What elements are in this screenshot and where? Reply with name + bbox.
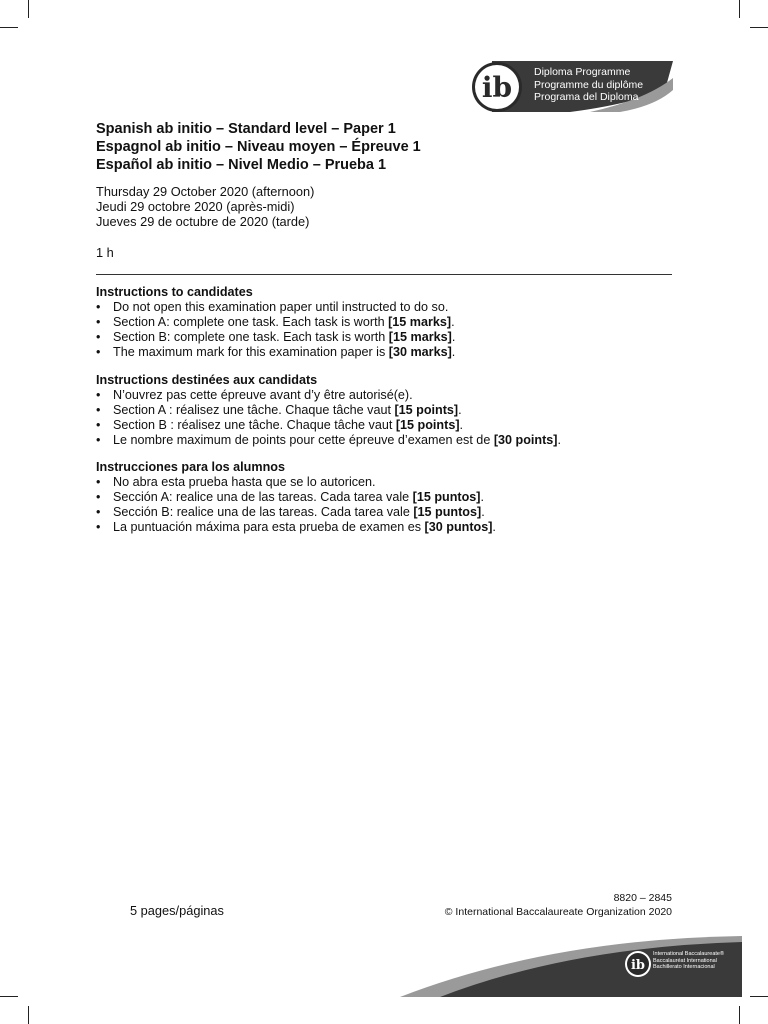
crop-mark — [739, 1006, 740, 1024]
instruction-punctuation: . — [557, 433, 561, 447]
page-count: 5 pages/páginas — [130, 903, 224, 918]
instruction-text: Sección A: realice una de las tareas. Cada tarea vale — [113, 490, 413, 504]
instruction-punctuation: . — [451, 345, 456, 359]
logo-line: Programa del Diploma — [534, 91, 639, 103]
instruction-item — [96, 388, 672, 403]
marks-value: [30 marks] — [388, 345, 452, 359]
marks-value: [15 marks] — [388, 330, 452, 344]
bullet-icon: • — [96, 475, 101, 489]
instructions-list — [96, 475, 672, 535]
logo-line: Programme du diplôme — [534, 78, 644, 91]
bullet-icon: • — [96, 330, 101, 344]
crop-mark — [739, 0, 740, 18]
ib-diploma-logo — [470, 60, 673, 113]
instruction-item — [96, 433, 672, 448]
instruction-punctuation: . — [481, 505, 485, 519]
instructions-heading: Instructions destinées aux candidats — [96, 373, 318, 387]
marks-value: [15 marks] — [388, 315, 452, 329]
instructions-list — [96, 300, 672, 360]
bullet-icon: • — [96, 418, 101, 432]
ib-mark: ib — [481, 71, 513, 104]
instruction-item — [96, 490, 672, 505]
instruction-punctuation: . — [458, 403, 462, 417]
bullet-icon: • — [96, 388, 101, 402]
footer-logo-line: International Baccalaureate® — [653, 951, 725, 957]
bullet-icon: • — [96, 345, 101, 359]
instruction-text: No abra esta prueba hasta que se lo autoricen. — [113, 475, 376, 489]
crop-mark — [0, 996, 18, 997]
instructions-spanish — [96, 460, 672, 535]
bullet-icon: • — [96, 315, 101, 329]
instruction-item — [96, 315, 672, 330]
crop-mark — [28, 1006, 29, 1024]
instruction-text: The maximum mark for this examination paper is — [113, 345, 389, 359]
instruction-text: Sección B: realice una de las tareas. Cada tarea vale — [113, 505, 414, 519]
instruction-text: Section A: complete one task. Each task is worth — [113, 315, 389, 329]
exam-dates — [96, 184, 314, 229]
crop-mark — [28, 0, 29, 18]
marks-value: [15 points] — [394, 403, 459, 417]
instructions-heading: Instrucciones para los alumnos — [96, 460, 285, 474]
instruction-item — [96, 520, 672, 535]
title-spanish: Español ab initio – Nivel Medio – Prueba 1 — [96, 157, 387, 173]
bullet-icon: • — [96, 520, 101, 534]
divider — [96, 274, 672, 275]
ib-footer-logo — [400, 933, 742, 999]
instruction-text: Le nombre maximum de points pour cette épreuve d’examen est de — [113, 433, 494, 447]
instruction-item — [96, 345, 672, 360]
copyright-notice: © International Baccalaureate Organization 2020 — [444, 906, 672, 918]
bullet-icon: • — [96, 300, 101, 314]
crop-mark — [750, 996, 768, 997]
instruction-item — [96, 300, 672, 315]
logo-line: Diploma Programme — [534, 66, 631, 78]
instruction-text: Section B : réalisez une tâche. Chaque tâche vaut — [113, 418, 396, 432]
marks-value: [15 puntos] — [412, 490, 481, 504]
instructions-french — [96, 373, 672, 448]
marks-value: [15 puntos] — [413, 505, 482, 519]
instruction-item — [96, 475, 672, 490]
exam-titles — [96, 120, 421, 174]
bullet-icon: • — [96, 505, 101, 519]
instruction-punctuation: . — [492, 520, 496, 534]
logo-text — [534, 66, 643, 104]
title-french: Espagnol ab initio – Niveau moyen – Épreuve 1 — [96, 139, 421, 155]
instruction-punctuation: . — [459, 418, 464, 432]
instruction-punctuation: . — [451, 330, 456, 344]
marks-value: [30 puntos] — [424, 520, 493, 534]
footer-logo-line: Bachillerato Internacional — [653, 964, 715, 971]
instruction-punctuation: . — [480, 490, 485, 504]
instructions-heading: Instructions to candidates — [96, 285, 253, 299]
bullet-icon: • — [96, 490, 101, 504]
marks-value: [30 points] — [493, 433, 558, 447]
footer-ib-mark: ib — [630, 958, 646, 973]
instruction-text: N’ouvrez pas cette épreuve avant d’y être autorisé(e). — [113, 388, 413, 402]
title-english: Spanish ab initio – Standard level – Paper 1 — [96, 121, 396, 137]
instruction-text: Section B: complete one task. Each task is worth — [113, 330, 389, 344]
exam-duration: 1 h — [96, 245, 114, 260]
instruction-text: Section A : réalisez une tâche. Chaque tâche vaut — [113, 403, 395, 417]
instruction-item — [96, 418, 672, 433]
paper-code: 8820 – 2845 — [613, 892, 672, 904]
crop-mark — [0, 27, 18, 28]
date-english: Thursday 29 October 2020 (afternoon) — [96, 184, 315, 199]
instruction-item — [96, 505, 672, 520]
crop-mark — [750, 27, 768, 28]
instruction-text: Do not open this examination paper until instructed to do so. — [113, 300, 449, 314]
date-spanish: Jueves 29 de octubre de 2020 (tarde) — [96, 214, 310, 229]
instruction-item — [96, 403, 672, 418]
instruction-text: La puntuación máxima para esta prueba de examen es — [113, 520, 425, 534]
date-french: Jeudi 29 octobre 2020 (après-midi) — [96, 199, 295, 214]
instruction-item — [96, 330, 672, 345]
instruction-punctuation: . — [451, 315, 455, 329]
instructions-english — [96, 285, 672, 360]
instructions-list — [96, 388, 672, 448]
footer-logo-line: Baccalauréat International — [653, 957, 717, 964]
bullet-icon: • — [96, 433, 101, 447]
bullet-icon: • — [96, 403, 101, 417]
footer-logo-text — [653, 951, 724, 971]
marks-value: [15 points] — [395, 418, 460, 432]
